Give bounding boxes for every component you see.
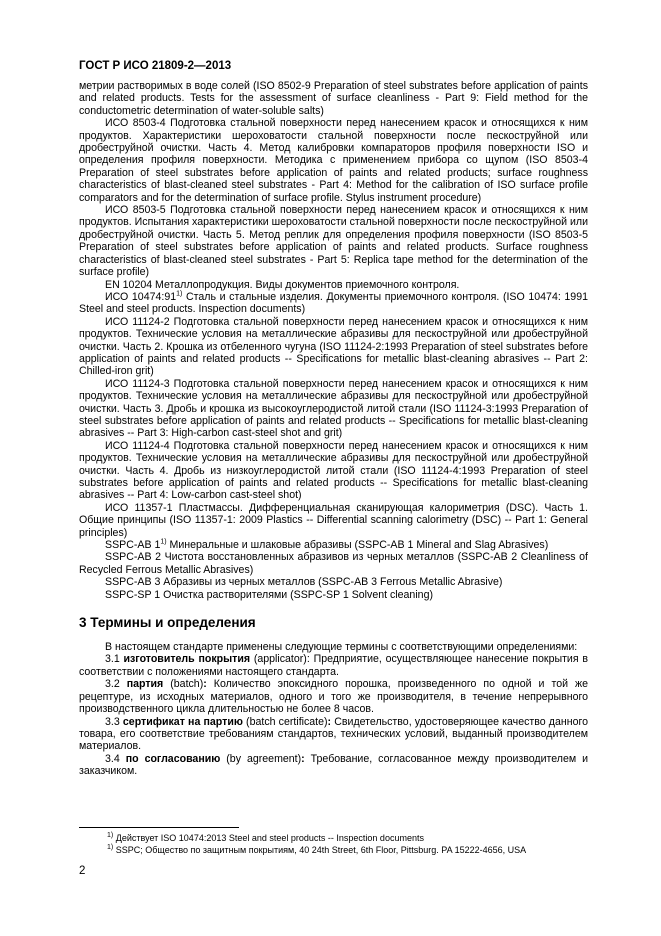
section-heading: 3 Термины и определения (79, 615, 256, 631)
footnote-text: Действует ISO 10474:2013 Steel and steel products -- Inspection documents (113, 833, 424, 843)
term-number: 3.1 (105, 653, 124, 666)
ref-text: Сталь и стальные изделия. Документы приемочного контроля. (ISO 10474: 1991 Steel and steel products. Inspection documents) (79, 290, 588, 316)
paragraph: ИСО 11124-3 Подготовка стальной поверхности перед нанесением красок и относящихся к ним продуктов. Технические условия на металлические абразивы для пескоструйной или дробеструйной очистки. Часть 3. Дробь и крошка из высокоуглеродистой литой стали (ISO 11124-3:1993 Preparation of steel substrates before application of paints and related products -- Specifications for metallic blast-cleaning abrasives -- Part 3: High-carbon cast-steel shot and grit) (79, 377, 588, 440)
term-text: Требование, согласованное между производителем и заказчиком. (79, 752, 589, 778)
footnote-marker: 1) (160, 538, 167, 546)
paragraph: SSPC-AB 2 Чистота восстановленных абразивов из черных металлов (SSPC-AB 2 Cleanliness of Recycled Ferrous Metallic Abrasives) (79, 551, 588, 576)
term-colon: : (203, 678, 207, 691)
term-definition (79, 716, 588, 753)
term-definition (79, 753, 588, 778)
paragraph: ИСО 8503-5 Подготовка стальной поверхности перед нанесением красок и относящихся к ним продуктов. Испытания характеристики шероховатости стальной поверхности после пескоструйной или дробеструйной очистки. Часть 5. Метод реплик для определения профиля поверхности (ISO 8503-5 Preparation of steel substrates before application of paints and related products. Surface roughness characteristics of blast-cleaned steel substrates - Part 5: Replica tape method for the determination of the surface profile) (79, 204, 588, 279)
term-english: (applicator) (250, 653, 307, 666)
paragraph: SSPC-AB 3 Абразивы из черных металлов (SSPC-AB 3 Ferrous Metallic Abrasive) (105, 576, 503, 589)
paragraph-sspc-ab1 (79, 539, 588, 551)
term-english: (by agreement) (220, 752, 302, 765)
term-text: Свидетельство, удостоверяющее качество данного товара, его соответствие требованиям стандартов, технических условий, выданный производителем материалов. (79, 715, 588, 753)
ref-code: ИСО 10474:91 (105, 290, 177, 303)
footnote (107, 833, 587, 845)
paragraph: ИСО 11357-1 Пластмассы. Дифференциальная сканирующая калориметрия (DSC). Часть 1. Общие принципы (ISO 11357-1: 2009 Plastics -- Differential scanning calorimetry (DSC) -- Part 1: General principles) (79, 501, 588, 539)
section-intro: В настоящем стандарте применены следующие термины с соответствующими определениями: (105, 641, 578, 654)
term-name: сертификат на партию (122, 715, 243, 728)
footnotes (107, 833, 587, 856)
footnote-marker: 1) (107, 843, 114, 851)
term-colon: : (301, 752, 305, 765)
ref-code: SSPC-AB 1 (105, 539, 161, 552)
footnote-marker: 1) (107, 832, 114, 839)
term-colon: : (306, 653, 310, 666)
term-name: по согласованию (125, 752, 221, 765)
term-text: Предприятие, осуществляющее нанесение покрытия в соответствии с положениями настоящего стандарта. (79, 653, 589, 678)
page-number: 2 (79, 865, 86, 877)
term-number: 3.2 (105, 678, 127, 691)
term-name: партия (126, 678, 164, 691)
footnote-text: SSPC; Общество по защитным покрытиям, 40 24th Street, 6th Floor, Pittsburg. PA 15222-4656, USA (113, 844, 527, 855)
footnote-marker: 1) (176, 290, 183, 298)
paragraph: EN 10204 Металлопродукция. Виды документов приемочного контроля. (105, 278, 460, 291)
paragraph-iso-10474 (79, 291, 588, 316)
ref-text: Минеральные и шлаковые абразивы (SSPC-AB 1 Mineral and Slag Abrasives) (166, 539, 549, 552)
term-number: 3.4 (105, 752, 126, 765)
document-body (79, 80, 588, 778)
paragraph: ИСО 11124-4 Подготовка стальной поверхности перед нанесением красок и относящихся к ним продуктов. Технические условия на металлические абразивы для пескоструйной или дробеструйной очистки. Часть 4. Дробь из низкоуглеродистой литой стали (ISO 11124-4:1993 Preparation of steel substrates before application of paints and related products -- Specifications for metallic blast-cleaning abrasives -- Part 4: Low-carbon cast-steel shot) (79, 439, 588, 502)
term-text: Количество эпоксидного порошка, произведенного по одной и той же рецептуре, из исходных материалов, одного и того же производителя, в течение непрерывного производственного цикла длительностью не более 8 часов. (79, 678, 588, 716)
term-english: (batch certificate) (242, 715, 328, 728)
paragraph: метрии растворимых в воде солей (ISO 8502-9 Preparation of steel substrates before application of paints and related products. Tests for the assessment of surface cleanliness - Part 9: Field method for the conductometric determination of water-soluble salts) (79, 80, 588, 117)
paragraph: SSPC-SP 1 Очистка растворителями (SSPC-SP 1 Solvent cleaning) (105, 588, 433, 601)
term-definition (79, 678, 588, 715)
term-name: изготовитель покрытия (123, 653, 251, 666)
term-english: (batch) (163, 678, 204, 691)
paragraph: ИСО 8503-4 Подготовка стальной поверхности перед нанесением красок и относящихся к ним продуктов. Характеристики шероховатости стальной поверхности после пескоструйной или дробеструйной очистки. Часть 4. Метод калибровки компараторов профиля поверхности ISO и определения профиля поверхности. Методика с применением прибора со щупом (ISO 8503-4 Preparation of steel substrates before application of paints and related products; surface roughness characteristics of blast-cleaned steel substrates - Part 4: Method for the calibration of ISO surface profile comparators and for the determination of surface profile. Stylus instrument procedure) (79, 117, 588, 204)
paragraph: ИСО 11124-2 Подготовка стальной поверхности перед нанесением красок и относящихся к ним продуктов. Технические условия на металлические абразивы для пескоструйной или дробеструйной очистки. Часть 2. Крошка из отбеленного чугуна (ISO 11124-2:1993 Preparation of steel substrates before application of paints and related products -- Specifications for metallic blast-cleaning abrasives -- Part 2: Chilled-iron grit) (79, 315, 588, 378)
footnote-divider (79, 827, 239, 828)
term-colon: : (327, 715, 332, 728)
footnote (107, 845, 587, 857)
document-header: ГОСТ Р ИСО 21809-2—2013 (79, 60, 232, 72)
term-definition (79, 653, 588, 678)
term-number: 3.3 (105, 715, 123, 728)
